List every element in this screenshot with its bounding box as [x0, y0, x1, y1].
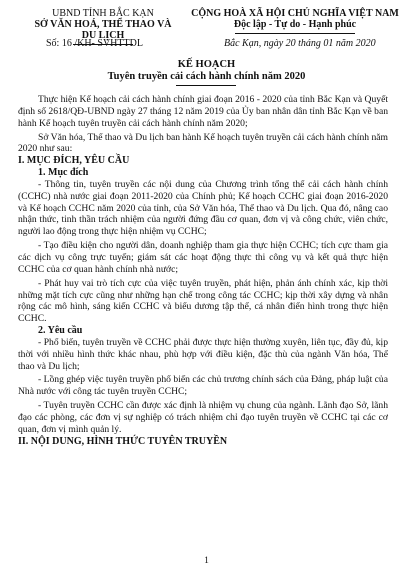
document-body — [18, 94, 388, 447]
motto-underline — [235, 33, 355, 34]
national-motto: Độc lập - Tự do - Hạnh phúc — [233, 19, 357, 30]
subsection-heading-purpose: 1. Mục đích — [38, 167, 89, 179]
purpose-item-1: - Thông tin, tuyên truyền các nội dung của Chương trình tổng thể cải cách hành chính (CCHC) nhà nước giai đoạn 2011-2020 của Chính phủ; Kế hoạch CCHC giai đoạn 2016-2020 và Kế hoạch CCHC năm 2020 của tỉnh, của Sở Văn hóa, Thể thao và Du lịch. Qua đó, nâng cao nhận thức, tinh thần trách nhiệm của người đứng đầu cơ quan, đơn vị và công chức, viên chức, người lao động trong thực hiện nhiệm vụ CCHC; — [18, 178, 388, 238]
requirement-item-2: - Lồng ghép việc tuyên truyền phổ biến các chủ trương chính sách của Đảng, pháp luật của Nhà nước với công tác tuyên truyền CCHC; — [18, 374, 388, 398]
requirement-item-1: - Phổ biến, tuyên truyền về CCHC phải được thực hiện thường xuyên, liên tục, đầy đủ, kịp thời với nhiều hình thức khác nhau, phù hợp với điều kiện, đặc thù của ngành Văn hóa, Thể thao và Du lịch; — [18, 336, 388, 372]
document-title: KẾ HOẠCH — [177, 59, 236, 70]
purpose-item-2: - Tạo điều kiện cho người dân, doanh nghiệp tham gia thực hiện CCHC; tích cực tham gia các dịch vụ công trực tuyến; giám sát các hoạt động thực thi công vụ và kết quả thực hiện CCHC của cơ quan hành chính nhà nước; — [18, 240, 388, 275]
nation-name: CỘNG HOÀ XÃ HỘI CHỦ NGHĨA VIỆT NAM — [191, 8, 399, 19]
subtitle-underline — [176, 85, 236, 86]
document-date: Bắc Kạn, ngày 20 tháng 01 năm 2020 — [224, 38, 376, 49]
page-number: 1 — [204, 556, 209, 566]
national-header-block — [186, 8, 404, 34]
intro-paragraph-1: Thực hiện Kế hoạch cải cách hành chính giai đoạn 2016 - 2020 của tỉnh Bắc Kạn và Quyết định số 2618/QĐ-UBND ngày 27 tháng 12 năm 2019 của Ủy ban nhân dân tỉnh Bắc Kạn về ban hành Kế hoạch tuyên truyền cải cách hành chính năm 2020; — [18, 94, 388, 129]
document-subtitle: Tuyên truyền cải cách hành chính năm 2020 — [107, 71, 306, 82]
section-heading-1: I. MỤC ĐÍCH, YÊU CẦU — [18, 155, 130, 167]
issuing-agency: SỞ VĂN HOÁ, THỂ THAO VÀ DU LỊCH — [34, 19, 172, 41]
parent-agency: UBND TỈNH BẮC KẠN — [52, 8, 154, 19]
requirement-item-3: - Tuyên truyền CCHC cần được xác định là nhiệm vụ chung của ngành. Lãnh đạo Sở, lãnh đạo các phòng, các đơn vị sự nghiệp có trách nhiệm chỉ đạo tuyên truyền về CCHC tại các cơ quan, đơn vị mình quản lý. — [18, 400, 388, 435]
intro-paragraph-2: Sở Văn hóa, Thể thao và Du lịch ban hành Kế hoạch tuyên truyền cải cách hành chính năm 2020 như sau: — [18, 131, 388, 155]
document-number: Số: 16 /KH- SVHTTDL — [46, 38, 143, 49]
section-heading-2: II. NỘI DUNG, HÌNH THỨC TUYÊN TRUYỀN — [18, 435, 228, 447]
subsection-heading-requirements: 2. Yêu cầu — [38, 325, 83, 337]
purpose-item-3: - Phát huy vai trò tích cực của việc tuyên truyền, phát hiện, phản ánh chính xác, kịp thời những mặt tích cực cũng như những hạn chế trong công tác CCHC; kịp thời xây dựng và nhân rộng các mô hình, sáng kiến CCHC và biểu dương tập thể, cá nhân điển hình trong thực hiện CCHC. — [18, 277, 388, 325]
